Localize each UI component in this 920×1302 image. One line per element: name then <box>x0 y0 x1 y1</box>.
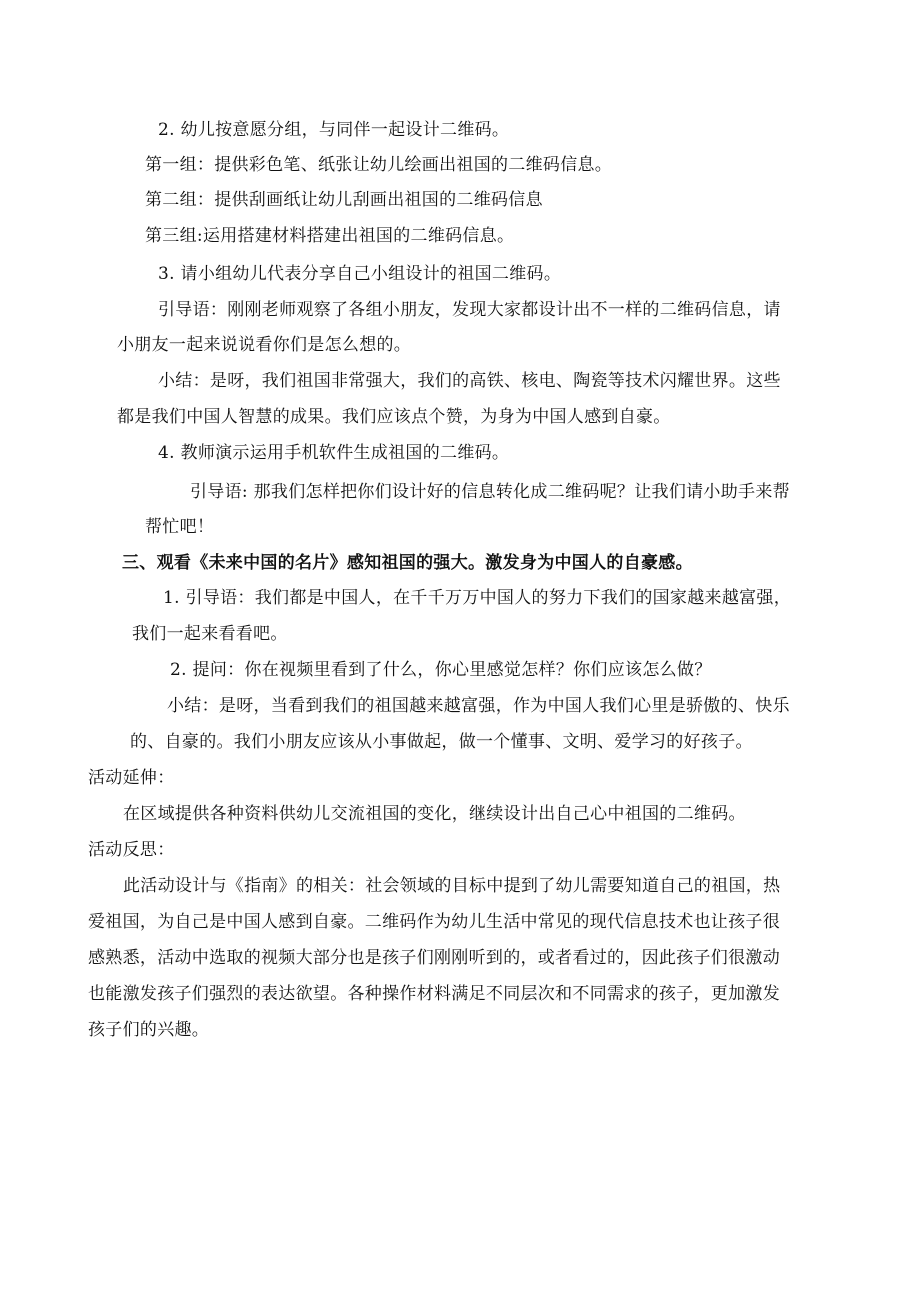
section-3-heading: 三、观看《未来中国的名片》感知祖国的强大。激发身为中国人的自豪感。 <box>122 553 693 573</box>
step-4-text: 4. 教师演示运用手机软件生成祖国的二维码。 <box>158 443 510 463</box>
section-3-step-1-line-1: 1. 引导语：我们都是中国人，在千千万万中国人的努力下我们的国家越来越富强， <box>163 588 792 608</box>
reflection-line-3: 感熟悉，活动中选取的视频大部分也是孩子们刚刚听到的，或者看过的，因此孩子们很激动 <box>88 948 780 968</box>
summary-2-line-1: 小结：是呀，当看到我们的祖国越来越富强，作为中国人我们心里是骄傲的、快乐 <box>167 696 790 716</box>
reflection-line-4: 也能激发孩子们强烈的表达欲望。各种操作材料满足不同层次和不同需求的孩子，更加激发 <box>88 984 780 1004</box>
group-2-text: 第二组：提供刮画纸让幼儿刮画出祖国的二维码信息 <box>145 190 543 210</box>
reflection-line-5: 孩子们的兴趣。 <box>88 1020 210 1040</box>
step-2-text: 2. 幼儿按意愿分组，与同伴一起设计二维码。 <box>158 120 510 140</box>
section-3-step-2-text: 2. 提问：你在视频里看到了什么，你心里感觉怎样？你们应该怎么做？ <box>170 660 712 680</box>
step-3-text: 3. 请小组幼儿代表分享自己小组设计的祖国二维码。 <box>158 264 562 284</box>
extension-text: 在区域提供各种资料供幼儿交流祖国的变化，继续设计出自己心中祖国的二维码。 <box>123 804 746 824</box>
guide-text-2-line-2: 帮忙吧！ <box>145 517 215 537</box>
reflection-line-1: 此活动设计与《指南》的相关：社会领域的目标中提到了幼儿需要知道自己的祖国，热 <box>123 876 781 896</box>
reflection-heading: 活动反思： <box>88 840 175 860</box>
summary-2-line-2: 的、自豪的。我们小朋友应该从小事做起，做一个懂事、文明、爱学习的好孩子。 <box>130 732 753 752</box>
summary-1-line-2: 都是我们中国人智慧的成果。我们应该点个赞，为身为中国人感到自豪。 <box>117 407 671 427</box>
group-3-text: 第三组:运用搭建材料搭建出祖国的二维码信息。 <box>145 226 515 246</box>
section-3-step-1-line-2: 我们一起来看看吧。 <box>132 624 288 644</box>
guide-text-2-line-1: 引导语: 那我们怎样把你们设计好的信息转化成二维码呢？让我们请小助手来帮 <box>190 482 790 502</box>
guide-text-1-line-2: 小朋友一起来说说看你们是怎么想的。 <box>117 335 412 355</box>
summary-1-line-1: 小结：是呀，我们祖国非常强大，我们的高铁、核电、陶瓷等技术闪耀世界。这些 <box>158 371 781 391</box>
group-1-text: 第一组：提供彩色笔、纸张让幼儿绘画出祖国的二维码信息。 <box>145 155 613 175</box>
reflection-line-2: 爱祖国，为自己是中国人感到自豪。二维码作为幼儿生活中常见的现代信息技术也让孩子很 <box>88 912 780 932</box>
guide-text-1-line-1: 引导语：刚刚老师观察了各组小朋友，发现大家都设计出不一样的二维码信息，请 <box>158 300 781 320</box>
extension-heading: 活动延伸： <box>88 768 175 788</box>
